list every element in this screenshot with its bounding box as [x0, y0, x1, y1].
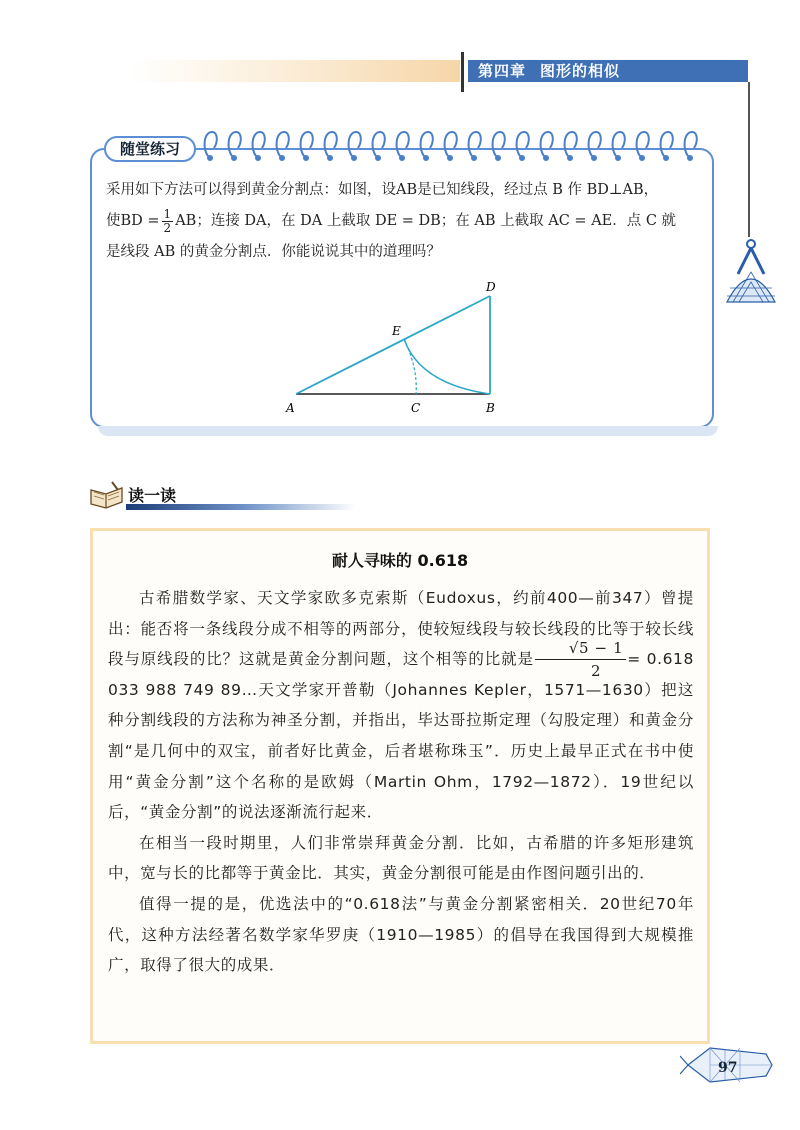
fraction-numerator: 1 [163, 206, 172, 221]
reading-paragraph-2: 在相当一段时期里，人们非常崇拜黄金分割．比如，古希腊的许多矩形建筑中，宽与长的比都等于黄金比．其实，黄金分割很可能是由作图问题引出的． [108, 833, 694, 883]
practice-line-3: 是线段 AB 的黄金分割点．你能说说其中的道理吗？ [106, 244, 441, 260]
reading-paragraph-3: 值得一提的是，优选法中的“0.618法”与黄金分割紧密相关．20世纪70年代，这种方法经著名数学家华罗庚（1910—1985）的倡导在我国得到大规模推广，取得了很大的成果． [108, 894, 694, 975]
compass-icon [724, 236, 778, 306]
practice-question [106, 175, 702, 268]
page-number: 97 [718, 1060, 738, 1076]
golden-ratio-numerator: √5 − 1 [535, 637, 626, 660]
chapter-number: 第四章 [478, 62, 527, 80]
label-e: E [392, 324, 401, 338]
fraction-one-half [162, 208, 174, 235]
practice-box-shadow [98, 426, 718, 436]
fraction-denominator: 2 [163, 220, 172, 235]
practice-line-1: 采用如下方法可以得到黄金分割点：如图，设AB是已知线段，经过点 B 作 BD⊥AB， [106, 182, 659, 198]
reading-title: 耐人寻味的 0.618 [331, 551, 469, 570]
margin-line [748, 82, 750, 237]
reading-paragraph-1 [108, 583, 694, 828]
chapter-header [468, 60, 748, 82]
practice-tag: 随堂练习 [104, 136, 196, 162]
golden-ratio-fraction [535, 637, 626, 682]
read-section-label: 读一读 [128, 486, 177, 505]
practice-line-2-start: 使BD = [106, 213, 160, 229]
spiral-binding-icon [200, 128, 710, 164]
reading-p1-end: = 0.618 033 988 749 89…天文学家开普勒（Johannes Kepler，1571—1630）把这种分割线段的方法称为神圣分割，并指出，毕达哥拉斯定理（勾股定理）和黄金分割“是几何中的双宝，前者好比黄金，后者堪称珠玉”．历史上最早正式在书中使用“黄金分割”这个名称的是欧姆（Martin Ohm，1792—1872）．19世纪以后，“黄金分割”的说法逐渐流行起来． [108, 650, 694, 822]
label-b: B [486, 401, 495, 415]
reading-p1-start: 古希腊数学家、天文学家欧多克索斯（Eudoxus，约前400—前347）曾提出：能否将一条线段分成不相等的两部分，使较短线段与较长线段的比等于较长线段与原线段的比？这就是黄金分割问题，这个相等的比就是 [108, 589, 694, 669]
practice-line-2-end: AB；连接 DA，在 DA 上截取 DE = DB；在 AB 上截取 AC = AE．点 C 就 [175, 213, 677, 229]
label-c: C [411, 401, 421, 415]
arc-ec [404, 339, 416, 394]
book-icon [88, 478, 128, 512]
label-a: A [286, 401, 295, 415]
segment-ad [296, 296, 490, 394]
header-decoration [130, 60, 460, 82]
practice-line-2 [106, 206, 702, 237]
header-divider [461, 52, 464, 92]
golden-ratio-denominator: 2 [590, 662, 602, 681]
label-d: D [486, 280, 496, 294]
reading-body [108, 583, 694, 981]
arc-eb [404, 339, 490, 394]
golden-section-figure [280, 278, 520, 420]
chapter-title: 图形的相似 [540, 62, 621, 80]
